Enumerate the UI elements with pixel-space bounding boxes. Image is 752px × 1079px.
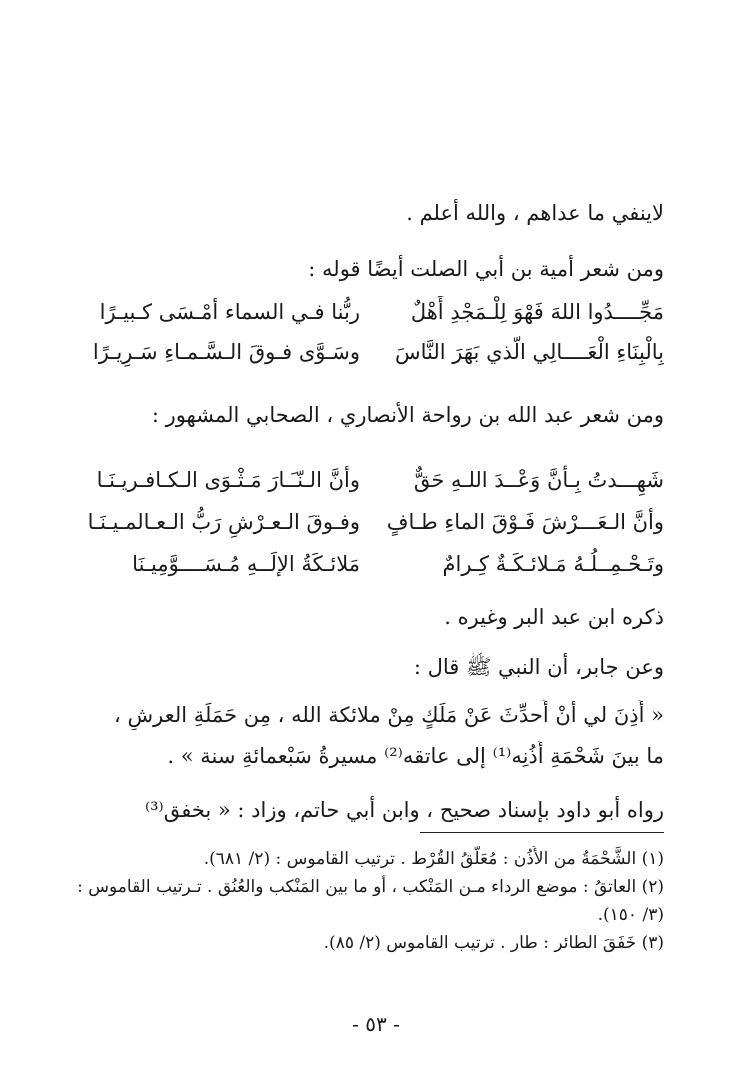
poem-1-verse-2: [70, 336, 664, 368]
poem-2-verse-2: [70, 506, 664, 538]
footnote-rule: [420, 832, 664, 833]
body-line-7: ما بينَ شَحْمَةِ أُذُنِه⁽¹⁾ إلى عاتقه⁽²⁾ مسيرةُ سَبْعمائةِ سنة » .: [167, 744, 664, 768]
body-line-5: وعن جابر، أن النبي ﷺ قال :: [413, 655, 664, 679]
poem-1-verse-1: [70, 296, 664, 328]
hemistich-left: وأنَّ الـنّـَـارَ مَـثْـوَى الـكـافـريـنَـا: [96, 468, 360, 492]
hemistich-left: ربُّنا فـي السماء أمْـسَى كـبيـرًا: [99, 300, 360, 324]
hemistich-right: مَجِّــــدُوا اللهَ فَهْوَ لِلْـمَجْدِ أَهْلٌ: [410, 300, 664, 324]
body-line-1: لاينفي ما عداهم ، والله أعلم .: [406, 201, 664, 225]
footnote-3: (٣) خَفَقَ الطائر : طار . ترتيب القاموس (٢/ ٨٥).: [323, 933, 664, 953]
hemistich-right: شَهِـــدتُ بِـأنَّ وَعْــدَ اللـهِ حَقٌّ: [413, 468, 664, 492]
hemistich-right: بِالْبِنَاءِ الْعَــــالِي الَّذي بَهَرَ النَّاسَ: [395, 340, 664, 364]
hemistich-left: وسَـوَّى فـوقَ الـسَّـمـاءِ سَـرِيـرًا: [92, 340, 360, 364]
footnote-2: (٢) العاتقُ : موضع الرداء مـن المَنْكب ، أو ما بين المَنْكب والعُنُق . تـرتيب القاموس :: [77, 877, 664, 897]
body-line-2: ومن شعر أمية بن أبي الصلت أيضًا قوله :: [308, 257, 664, 281]
poem-2-verse-3: [70, 548, 664, 580]
poem-2-verse-1: [70, 464, 664, 496]
hemistich-right: وتَـحْـمِــلُـهُ مَـلائـكَـةٌ كِـرامٌ: [442, 552, 664, 576]
hemistich-left: مَلائـكَةُ الإلَــهِ مُـسَــــوَّمِيـنَا: [132, 552, 360, 576]
footnote-2-continued: (٣/ ١٥٠).: [597, 905, 664, 925]
body-line-4: ذكره ابن عبد البر وغيره .: [444, 605, 664, 629]
body-line-6: « أُذِنَ لي أنْ أُحدِّثَ عَنْ مَلَكٍ مِنْ ملائكة الله ، مِن حَمَلَةِ العرشِ ،: [114, 703, 664, 727]
hemistich-left: وفـوقَ الـعـرْشِ رَبُّ الـعـالمـيـنَـا: [87, 510, 360, 534]
body-line-3: ومن شعر عبد الله بن رواحة الأنصاري ، الصحابي المشهور :: [151, 403, 664, 427]
footnote-1: (١) الشَّحْمَةُ من الأُذُن : مُعَلَّقُ القُرْط . ترتيب القاموس : (٢/ ٦٨١).: [203, 849, 664, 869]
page-number: - ٥٣ -: [352, 1012, 400, 1036]
body-line-8: رواه أبو داود بإسناد صحيح ، وابن أبي حاتم، وزاد : « بخفق⁽³⁾: [144, 798, 664, 822]
hemistich-right: وأنَّ الـعَـــرْشَ فَـوْقَ الماءِ طـافٍ: [386, 510, 664, 534]
